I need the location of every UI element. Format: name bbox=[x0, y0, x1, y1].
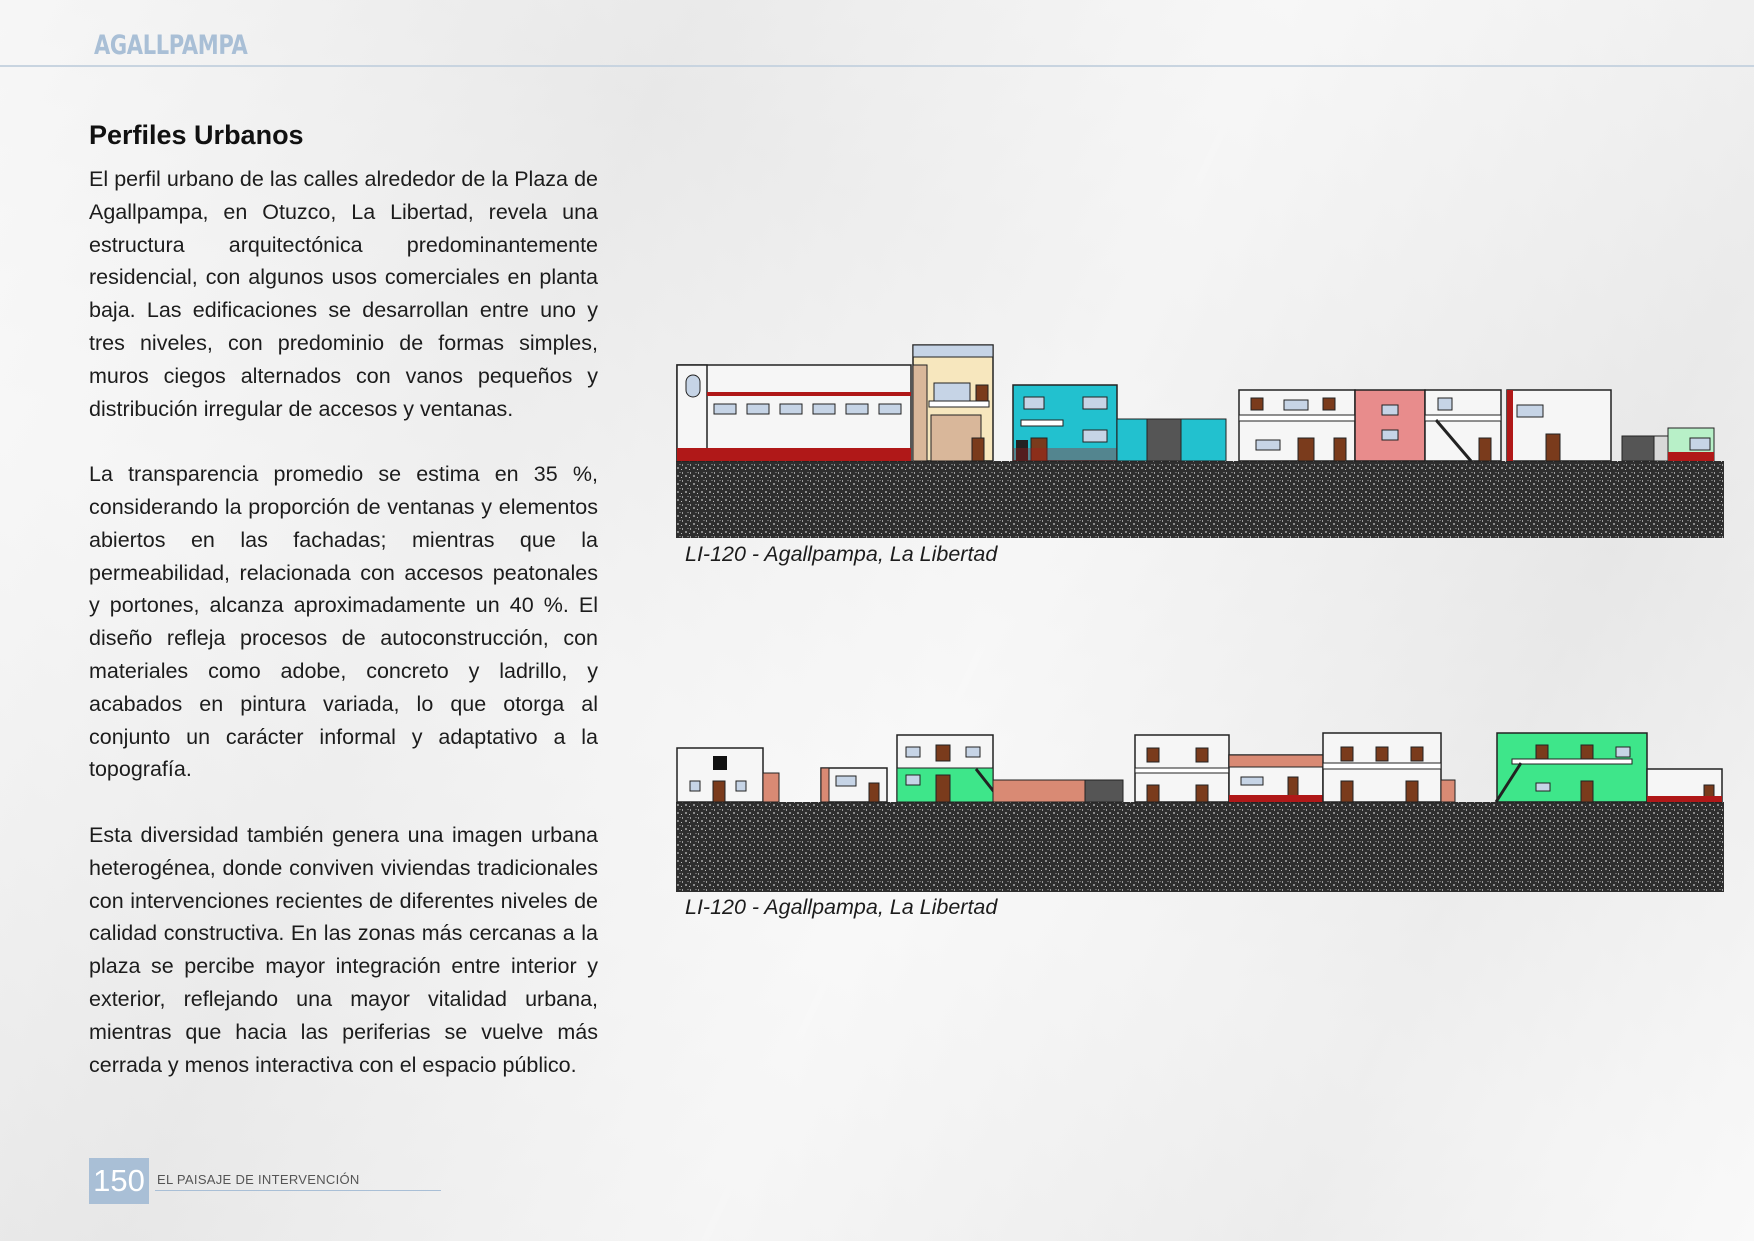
section-heading: Perfiles Urbanos bbox=[89, 120, 304, 150]
paragraph-3: Esta diversidad también genera una imagen urbana heterogénea, donde conviven viviendas tradicionales con intervenciones recientes de diferentes niveles de calidad constructiva. En las zonas más cercanas a la plaza se percibe mayor integración entre interior y exterior, reflejando una mayor vitalidad urbana, mientras que hacia las periferias se vuelve más cerrada y menos interactiva con el espacio público. bbox=[89, 822, 598, 1077]
page-number: 150 bbox=[89, 1158, 149, 1204]
paragraph-2: La transparencia promedio se estima en 35 %, considerando la proporción de ventanas y elementos abiertos en las fachadas; mientras que la permeabilidad, relacionada con accesos peatonales y portones, alcanza aproximadamente un 40 %. El diseño refleja procesos de autoconstrucción, con materiales como adobe, concreto y ladrillo, y acabados en pintura variada, lo que otorga al conjunto un carácter informal y adaptativo a la topografía. bbox=[89, 462, 598, 782]
body-text bbox=[89, 163, 598, 1114]
figure-caption-1: LI-120 - Agallpampa, La Libertad bbox=[685, 542, 998, 566]
footer-rule bbox=[155, 1190, 441, 1191]
header-rule bbox=[0, 65, 1754, 67]
streetscape-figure-1 bbox=[676, 330, 1724, 540]
paragraph-1: El perfil urbano de las calles alrededor de la Plaza de Agallpampa, en Otuzco, La Libertad, revela una estructura arquitectónica predominantemente residencial, con algunos usos comerciales en planta baja. Las edificaciones se desarrollan entre uno y tres niveles, con predominio de formas simples, muros ciegos alternados con vanos pequeños y distribución irregular de accesos y ventanas. bbox=[89, 167, 598, 421]
figure-caption-2: LI-120 - Agallpampa, La Libertad bbox=[685, 895, 998, 919]
footer-label: EL PAISAJE DE INTERVENCIÓN bbox=[157, 1172, 360, 1187]
header-title: AGALLPAMPA bbox=[94, 30, 248, 61]
streetscape-figure-2 bbox=[676, 723, 1724, 893]
